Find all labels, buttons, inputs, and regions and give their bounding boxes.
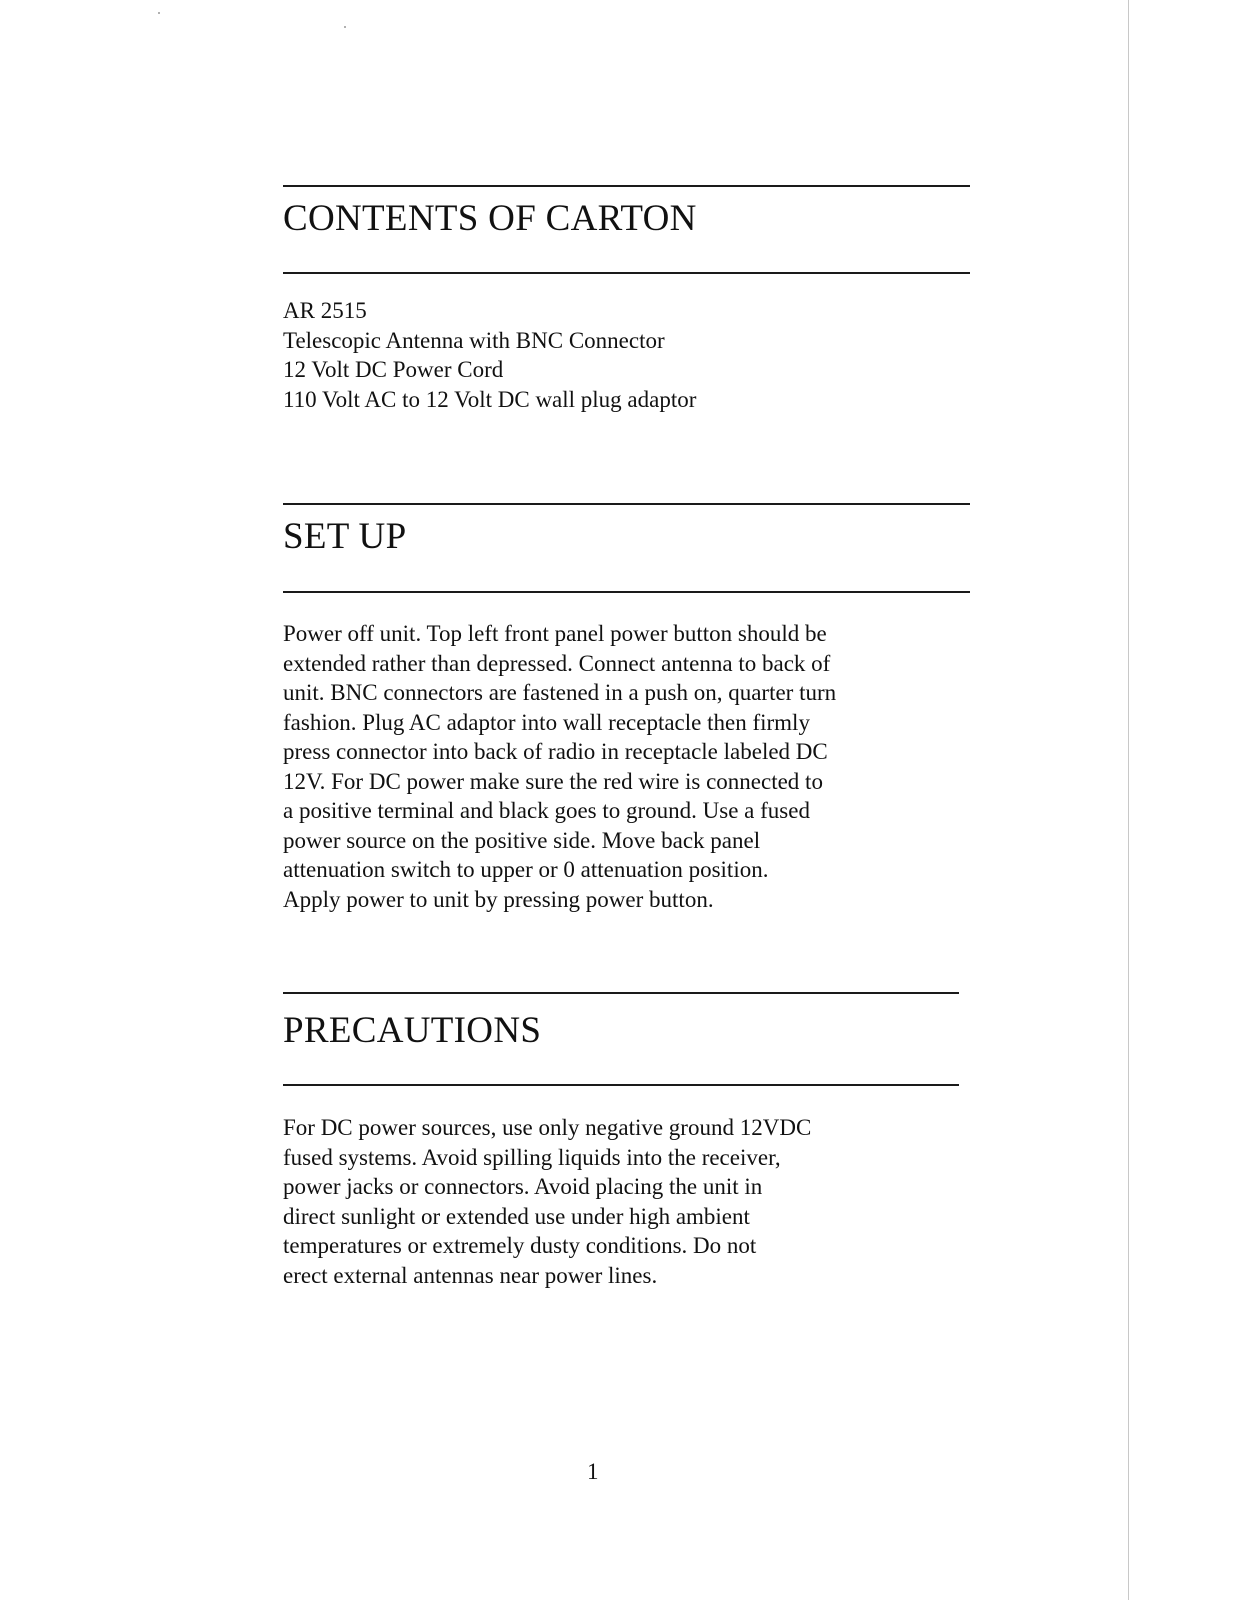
section-rule-top	[283, 503, 970, 505]
section-heading: CONTENTS OF CARTON	[283, 198, 697, 239]
scan-speck	[344, 26, 346, 28]
section-heading: PRECAUTIONS	[283, 1010, 542, 1051]
paragraph-line: power source on the positive side. Move back panel	[283, 827, 761, 853]
precautions-paragraph	[283, 1113, 811, 1290]
paragraph-line: Apply power to unit by pressing power button.	[283, 886, 714, 912]
section-rule-bottom	[283, 1084, 959, 1086]
paragraph-line: press connector into back of radio in receptacle labeled DC	[283, 739, 828, 764]
paragraph-line: 12V. For DC power make sure the red wire is connected to	[283, 768, 823, 794]
paragraph-line: a positive terminal and black goes to ground. Use a fused	[283, 798, 810, 823]
paragraph-line: direct sunlight or extended use under high ambient	[283, 1203, 750, 1229]
section-rule-bottom	[283, 272, 970, 274]
page-number: 1	[587, 1459, 599, 1484]
paragraph-line: erect external antennas near power lines.	[283, 1262, 658, 1288]
paragraph-line: temperatures or extremely dusty conditions. Do not	[283, 1233, 757, 1258]
section-heading: SET UP	[283, 516, 407, 557]
paragraph-line: For DC power sources, use only negative ground 12VDC	[283, 1115, 812, 1140]
set-up-paragraph	[283, 619, 836, 914]
section-rule-top	[283, 185, 970, 187]
paragraph-line: power jacks or connectors. Avoid placing the unit in	[283, 1174, 763, 1199]
list-item: 12 Volt DC Power Cord	[283, 357, 504, 382]
paragraph-line: attenuation switch to upper or 0 attenuation position.	[283, 857, 769, 882]
paragraph-line: fused systems. Avoid spilling liquids into the receiver,	[283, 1144, 781, 1170]
list-item: Telescopic Antenna with BNC Connector	[283, 327, 665, 353]
section-rule-bottom	[283, 591, 970, 593]
paragraph-line: unit. BNC connectors are fastened in a push on, quarter turn	[283, 680, 837, 705]
section-rule-top	[283, 992, 959, 994]
list-item: 110 Volt AC to 12 Volt DC wall plug adaptor	[283, 386, 697, 412]
contents-list	[283, 296, 696, 414]
paragraph-line: extended rather than depressed. Connect antenna to back of	[283, 650, 831, 676]
scan-speck	[158, 12, 160, 14]
paragraph-line: fashion. Plug AC adaptor into wall receptacle then firmly	[283, 709, 810, 735]
scan-edge-line	[1128, 0, 1129, 1600]
list-item: AR 2515	[283, 298, 367, 323]
paragraph-line: Power off unit. Top left front panel power button should be	[283, 621, 827, 646]
